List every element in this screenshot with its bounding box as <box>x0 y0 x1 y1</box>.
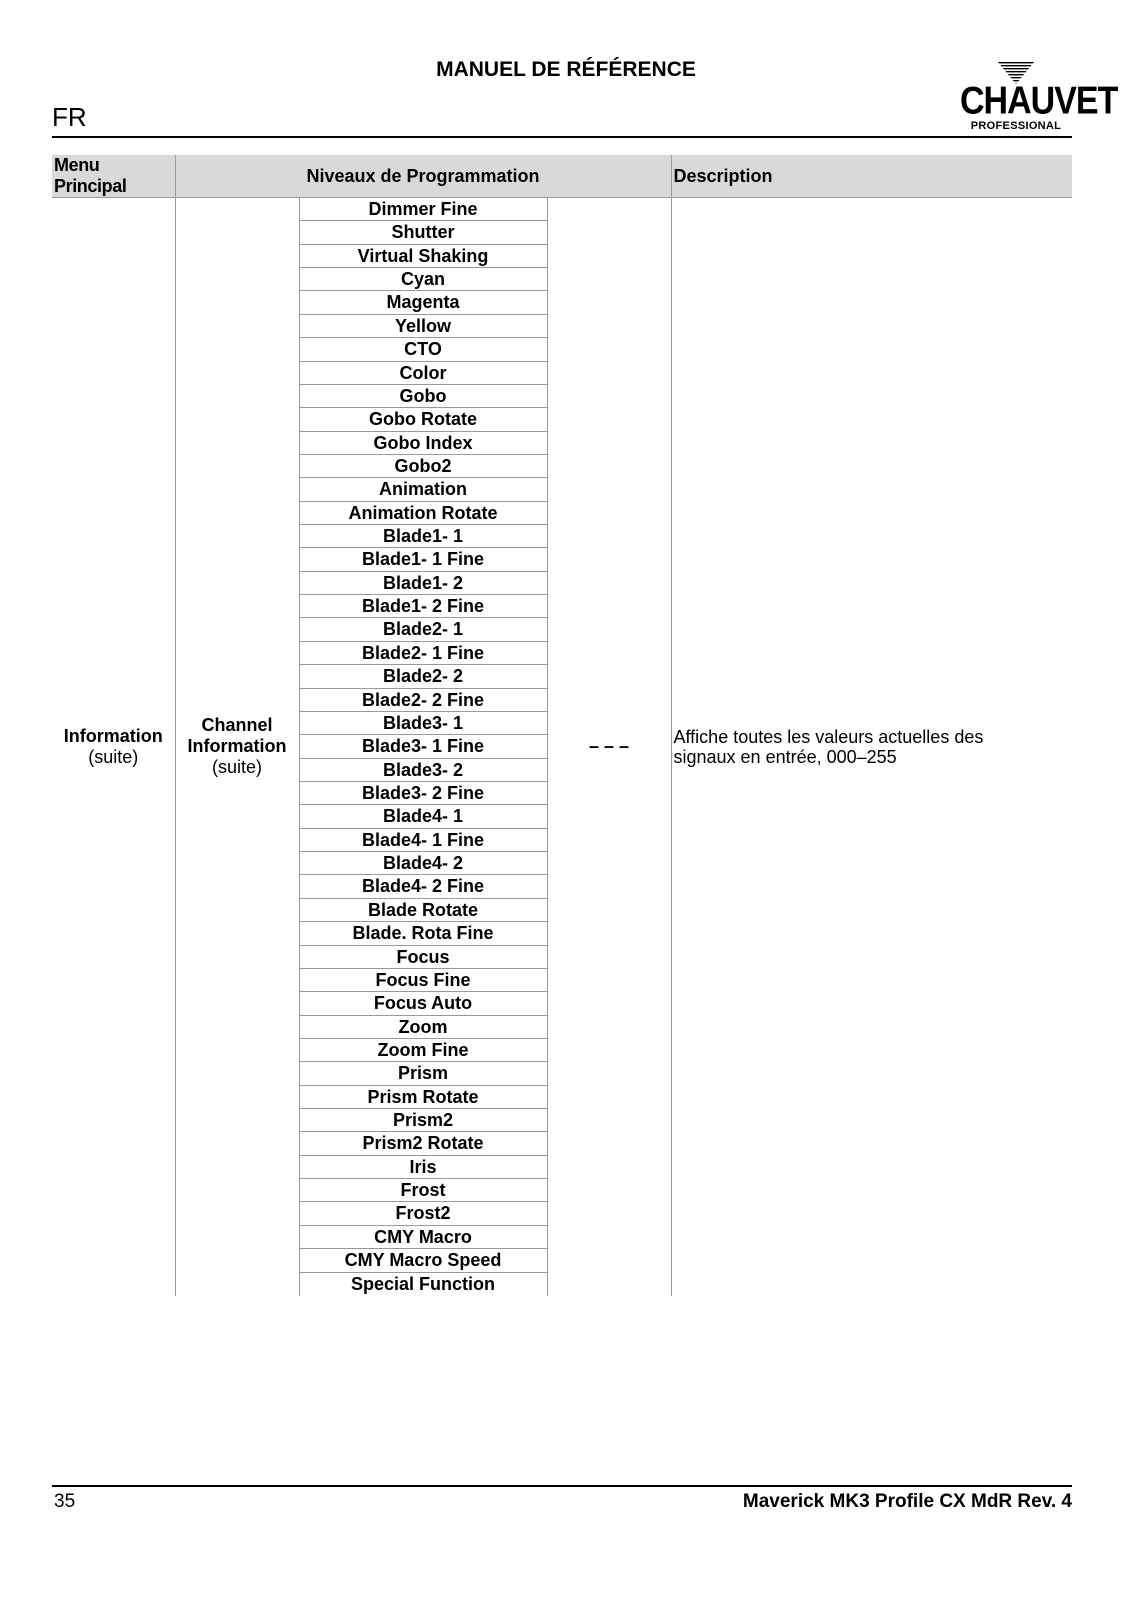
value-cell: – – – <box>547 198 671 1296</box>
level-item: Focus <box>300 946 547 969</box>
table-header-row <box>52 155 1072 198</box>
level-item: Frost2 <box>300 1202 547 1225</box>
header-rule <box>52 136 1072 138</box>
description-cell <box>671 198 1072 1296</box>
level-item: CMY Macro <box>300 1226 547 1249</box>
level-item: Blade2- 2 Fine <box>300 689 547 712</box>
level-item: Prism Rotate <box>300 1086 547 1109</box>
level-item: Color <box>300 362 547 385</box>
level-item: Prism2 <box>300 1109 547 1132</box>
level-item: Blade4- 1 <box>300 805 547 828</box>
level-item: Animation <box>300 478 547 501</box>
submenu-label-line1: Channel <box>201 715 273 736</box>
level-item: Blade1- 2 <box>300 572 547 595</box>
level-item: Blade4- 1 Fine <box>300 829 547 852</box>
level-item: Cyan <box>300 268 547 291</box>
level-item: Gobo Index <box>300 432 547 455</box>
level-item: Blade1- 1 <box>300 525 547 548</box>
level-item: Blade2- 1 <box>300 618 547 641</box>
logo-wordmark: CHAUVET <box>960 79 1118 123</box>
level-item: Gobo2 <box>300 455 547 478</box>
levels-list <box>300 198 547 1296</box>
level-item: Blade3- 1 <box>300 712 547 735</box>
footer-rule <box>52 1485 1072 1487</box>
main-menu-note: (suite) <box>88 746 139 767</box>
level-item: Blade1- 2 Fine <box>300 595 547 618</box>
footer-document-title: Maverick MK3 Profile CX MdR Rev. 4 <box>742 1491 1072 1512</box>
main-menu-cell <box>52 198 175 1296</box>
header-main-menu: Menu Principal <box>52 155 175 198</box>
level-item: Blade3- 2 <box>300 759 547 782</box>
header-programming-levels: Niveaux de Programmation <box>175 155 671 198</box>
header-description: Description <box>671 155 1072 198</box>
level-item: Blade3- 1 Fine <box>300 735 547 758</box>
main-menu-label: Information <box>63 725 163 746</box>
chauvet-logo <box>960 62 1118 136</box>
level-item: Dimmer Fine <box>300 198 547 221</box>
level-item: Shutter <box>300 221 547 244</box>
level-item: Blade2- 2 <box>300 665 547 688</box>
table-row <box>52 198 1072 1296</box>
level-item: Focus Fine <box>300 969 547 992</box>
level-item: Blade4- 2 Fine <box>300 875 547 898</box>
page-number: 35 <box>54 1491 76 1512</box>
levels-cell <box>299 198 547 1296</box>
level-item: Blade. Rota Fine <box>300 922 547 945</box>
level-item: Iris <box>300 1156 547 1179</box>
level-item: Blade1- 1 Fine <box>300 548 547 571</box>
level-item: CMY Macro Speed <box>300 1249 547 1272</box>
level-item: Frost <box>300 1179 547 1202</box>
submenu-cell <box>175 198 299 1296</box>
level-item: Yellow <box>300 315 547 338</box>
level-item: Blade3- 2 Fine <box>300 782 547 805</box>
language-code: FR <box>52 102 87 132</box>
description-line2: signaux en entrée, 000–255 <box>673 746 897 767</box>
level-item: Blade4- 2 <box>300 852 547 875</box>
level-item: Gobo <box>300 385 547 408</box>
level-item: Prism <box>300 1062 547 1085</box>
level-item: Magenta <box>300 291 547 314</box>
level-item: Virtual Shaking <box>300 245 547 268</box>
reference-table <box>52 155 1072 1296</box>
submenu-label-line2: Information <box>187 736 287 757</box>
level-item: Special Function <box>350 1273 496 1294</box>
level-item: Gobo Rotate <box>300 408 547 431</box>
level-item: Animation Rotate <box>300 502 547 525</box>
level-item: CTO <box>300 338 547 361</box>
level-item: Zoom <box>300 1016 547 1039</box>
logo-subtext: PROFESSIONAL <box>970 120 1062 132</box>
level-item: Focus Auto <box>300 992 547 1015</box>
level-item: Blade Rotate <box>300 899 547 922</box>
level-item: Zoom Fine <box>300 1039 547 1062</box>
level-item: Blade2- 1 Fine <box>300 642 547 665</box>
level-item: Prism2 Rotate <box>300 1132 547 1155</box>
document-title: MANUEL DE RÉFÉRENCE <box>436 58 696 81</box>
submenu-note: (suite) <box>211 757 262 778</box>
description-line1: Affiche toutes les valeurs actuelles des <box>673 726 984 747</box>
